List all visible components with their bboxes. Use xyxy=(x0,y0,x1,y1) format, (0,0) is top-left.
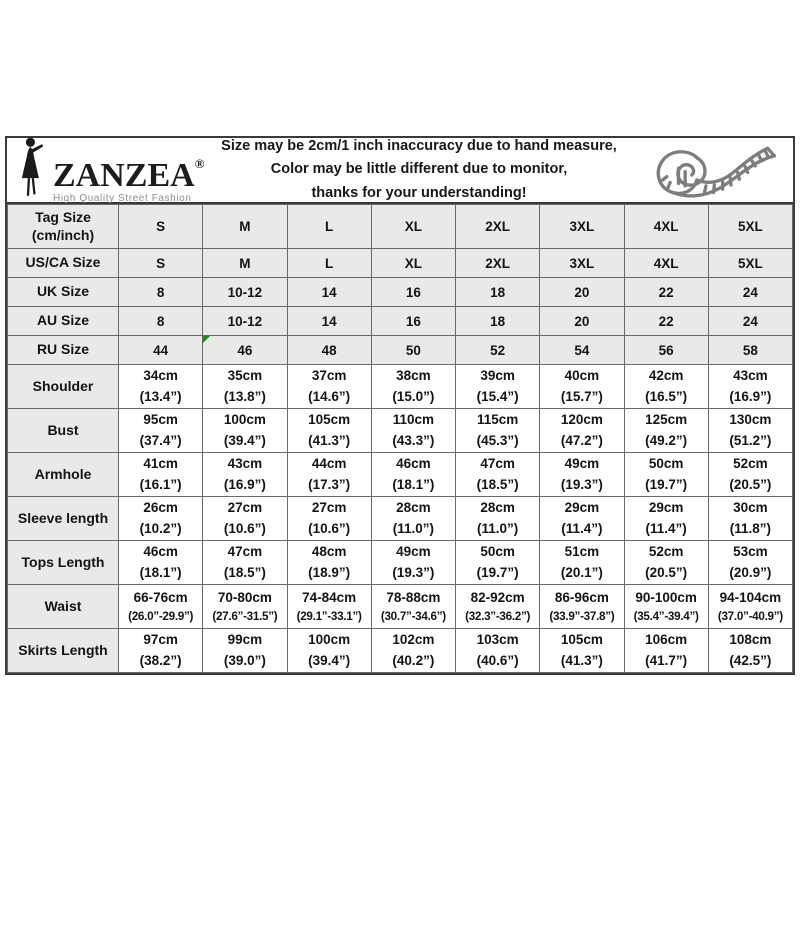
table-cell: 16 xyxy=(371,307,455,336)
table-row xyxy=(8,541,793,585)
table-cell: 52cm (20.5”) xyxy=(624,541,708,585)
size-table-body xyxy=(8,205,793,673)
table-cell: 97cm (38.2”) xyxy=(119,629,203,673)
table-cell: 28cm (11.0”) xyxy=(456,497,540,541)
registered-trademark: ® xyxy=(194,155,205,171)
size-table xyxy=(7,204,793,673)
table-cell: 120cm (47.2”) xyxy=(540,409,624,453)
table-cell: 50cm (19.7”) xyxy=(456,541,540,585)
table-row xyxy=(8,365,793,409)
disclaimer-line-1: Size may be 2cm/1 inch inaccuracy due to hand measure, xyxy=(221,137,617,154)
table-cell: 105cm (41.3”) xyxy=(287,409,371,453)
table-cell: 8 xyxy=(119,307,203,336)
table-cell: XL xyxy=(371,249,455,278)
table-cell: 90-100cm (35.4”-39.4”) xyxy=(624,585,708,629)
table-row xyxy=(8,307,793,336)
table-cell: 53cm (20.9”) xyxy=(708,541,792,585)
table-cell: 130cm (51.2”) xyxy=(708,409,792,453)
table-cell: 38cm (15.0”) xyxy=(371,365,455,409)
table-cell: 46cm (18.1”) xyxy=(371,453,455,497)
cell-comment-marker xyxy=(203,336,210,343)
measuring-tape-icon xyxy=(635,140,793,200)
table-cell: 3XL xyxy=(540,249,624,278)
table-cell: 105cm (41.3”) xyxy=(540,629,624,673)
table-cell: 54 xyxy=(540,336,624,365)
row-label: UK Size xyxy=(8,278,119,307)
disclaimer-line-3: thanks for your understanding! xyxy=(311,184,527,201)
table-cell: 22 xyxy=(624,307,708,336)
table-cell: 24 xyxy=(708,278,792,307)
table-cell: 20 xyxy=(540,278,624,307)
table-cell: 48cm (18.9”) xyxy=(287,541,371,585)
table-cell: 24 xyxy=(708,307,792,336)
table-cell: 30cm (11.8”) xyxy=(708,497,792,541)
table-cell: 66-76cm (26.0”-29.9”) xyxy=(119,585,203,629)
table-cell: 43cm (16.9”) xyxy=(203,453,287,497)
table-cell: 16 xyxy=(371,278,455,307)
brand-tagline: High Quality Street Fashion xyxy=(53,192,192,204)
table-cell: 43cm (16.9”) xyxy=(708,365,792,409)
table-cell: 10-12 xyxy=(203,278,287,307)
table-cell: 49cm (19.3”) xyxy=(371,541,455,585)
table-cell: 18 xyxy=(456,278,540,307)
table-cell: XL xyxy=(371,205,455,249)
table-cell: 70-80cm (27.6”-31.5”) xyxy=(203,585,287,629)
table-row xyxy=(8,629,793,673)
row-label: Sleeve length xyxy=(8,497,119,541)
table-cell: M xyxy=(203,205,287,249)
table-cell: 14 xyxy=(287,278,371,307)
table-cell: 102cm (40.2”) xyxy=(371,629,455,673)
table-cell: 8 xyxy=(119,278,203,307)
table-cell: 27cm (10.6”) xyxy=(203,497,287,541)
table-cell: 100cm (39.4”) xyxy=(203,409,287,453)
table-cell: 52cm (20.5”) xyxy=(708,453,792,497)
table-cell: 95cm (37.4”) xyxy=(119,409,203,453)
table-cell: 108cm (42.5”) xyxy=(708,629,792,673)
table-cell: 125cm (49.2”) xyxy=(624,409,708,453)
table-cell: 52 xyxy=(456,336,540,365)
table-cell: 28cm (11.0”) xyxy=(371,497,455,541)
header-band xyxy=(7,138,793,204)
table-cell: 34cm (13.4”) xyxy=(119,365,203,409)
table-cell: 106cm (41.7”) xyxy=(624,629,708,673)
table-cell: 86-96cm (33.9”-37.8”) xyxy=(540,585,624,629)
table-cell: 37cm (14.6”) xyxy=(287,365,371,409)
table-cell: 27cm (10.6”) xyxy=(287,497,371,541)
table-cell: 18 xyxy=(456,307,540,336)
table-cell: 29cm (11.4”) xyxy=(624,497,708,541)
table-cell: 40cm (15.7”) xyxy=(540,365,624,409)
table-cell: 3XL xyxy=(540,205,624,249)
table-row xyxy=(8,409,793,453)
table-cell: 49cm (19.3”) xyxy=(540,453,624,497)
table-cell: 58 xyxy=(708,336,792,365)
table-cell: 42cm (16.5”) xyxy=(624,365,708,409)
table-cell: 4XL xyxy=(624,205,708,249)
table-cell: 74-84cm (29.1”-33.1”) xyxy=(287,585,371,629)
row-label: Armhole xyxy=(8,453,119,497)
table-cell: 46cm (18.1”) xyxy=(119,541,203,585)
table-cell: 20 xyxy=(540,307,624,336)
table-cell: 110cm (43.3”) xyxy=(371,409,455,453)
table-cell: 56 xyxy=(624,336,708,365)
table-cell: 10-12 xyxy=(203,307,287,336)
table-row xyxy=(8,453,793,497)
table-cell: 100cm (39.4”) xyxy=(287,629,371,673)
table-cell: L xyxy=(287,249,371,278)
table-cell: 22 xyxy=(624,278,708,307)
table-cell: 51cm (20.1”) xyxy=(540,541,624,585)
row-label: Bust xyxy=(8,409,119,453)
table-cell: 41cm (16.1”) xyxy=(119,453,203,497)
table-cell: 99cm (39.0”) xyxy=(203,629,287,673)
table-cell: 115cm (45.3”) xyxy=(456,409,540,453)
brand-name: ZANZEA® xyxy=(53,155,205,194)
table-cell: 50 xyxy=(371,336,455,365)
table-cell: 78-88cm (30.7”-34.6”) xyxy=(371,585,455,629)
table-cell: 35cm (13.8”) xyxy=(203,365,287,409)
table-cell: 2XL xyxy=(456,249,540,278)
table-cell: 14 xyxy=(287,307,371,336)
table-cell: 29cm (11.4”) xyxy=(540,497,624,541)
table-cell: 5XL xyxy=(708,205,792,249)
table-cell: 5XL xyxy=(708,249,792,278)
row-label: Waist xyxy=(8,585,119,629)
table-cell: L xyxy=(287,205,371,249)
table-cell: 44 xyxy=(119,336,203,365)
table-cell: 94-104cm (37.0”-40.9”) xyxy=(708,585,792,629)
size-chart-sheet xyxy=(5,136,795,675)
table-row xyxy=(8,249,793,278)
table-cell: 50cm (19.7”) xyxy=(624,453,708,497)
row-label: US/CA Size xyxy=(8,249,119,278)
disclaimer-line-2: Color may be little different due to monitor, xyxy=(270,161,568,178)
table-cell: 47cm (18.5”) xyxy=(203,541,287,585)
row-label: Shoulder xyxy=(8,365,119,409)
table-cell: 4XL xyxy=(624,249,708,278)
table-row xyxy=(8,585,793,629)
table-row xyxy=(8,336,793,365)
table-cell: 26cm (10.2”) xyxy=(119,497,203,541)
table-cell: 39cm (15.4”) xyxy=(456,365,540,409)
table-cell: 82-92cm (32.3”-36.2”) xyxy=(456,585,540,629)
row-label: Skirts Length xyxy=(8,629,119,673)
table-row xyxy=(8,205,793,249)
table-cell: 48 xyxy=(287,336,371,365)
row-label: Tag Size (cm/inch) xyxy=(8,205,119,249)
row-label: Tops Length xyxy=(8,541,119,585)
table-cell: 2XL xyxy=(456,205,540,249)
table-cell: M xyxy=(203,249,287,278)
woman-silhouette-icon xyxy=(15,137,51,204)
logo-text xyxy=(53,155,205,204)
brand-logo xyxy=(7,137,203,204)
table-cell: S xyxy=(119,205,203,249)
table-cell: 47cm (18.5”) xyxy=(456,453,540,497)
table-cell: 103cm (40.6”) xyxy=(456,629,540,673)
row-label: RU Size xyxy=(8,336,119,365)
row-label: AU Size xyxy=(8,307,119,336)
table-cell: S xyxy=(119,249,203,278)
table-row xyxy=(8,497,793,541)
table-cell: 44cm (17.3”) xyxy=(287,453,371,497)
size-disclaimer-text xyxy=(203,135,635,205)
table-row xyxy=(8,278,793,307)
table-cell: 46 xyxy=(203,336,287,365)
